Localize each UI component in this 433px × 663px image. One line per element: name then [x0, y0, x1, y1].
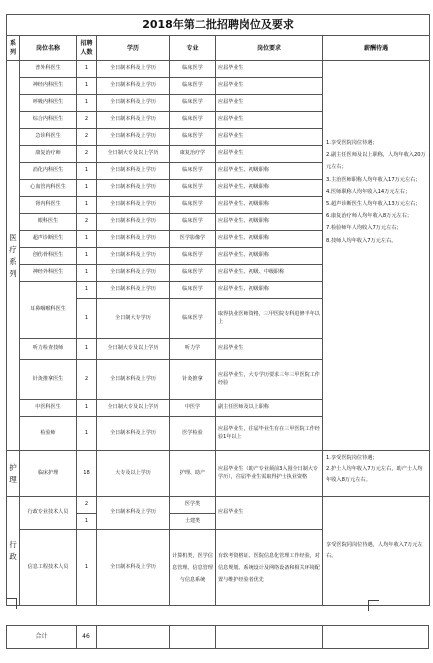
requirement: 应届毕业生、初级职称 [216, 282, 323, 299]
headcount: 1 [77, 299, 97, 339]
education: 全日制本科及上学历 [97, 417, 170, 451]
salary-item: 6.康复治疗师人均年收入8万元左右； [326, 213, 413, 220]
major: 临床医学 [170, 78, 216, 95]
salary-item: 3.主治医师职称人均年收入17万元左右； [326, 176, 421, 183]
education: 大专及以上学历 [97, 451, 170, 497]
headcount: 1 [77, 197, 97, 214]
header-count: 招聘人数 [77, 36, 97, 61]
salary-item: 2.副主任医师及以上职称，人均年收入20万元左右； [326, 152, 426, 171]
major: 临床医学 [170, 180, 216, 197]
major: 计算机类，医学信息管理、信息管理与信息系统 [170, 530, 216, 606]
position-name: 消化内科医生 [20, 163, 77, 180]
education: 全日制大专及以上学历 [97, 146, 170, 163]
education: 全日制本科及上学历 [97, 112, 170, 129]
header-requirement: 岗位要求 [216, 36, 323, 61]
headcount: 1 [77, 248, 97, 265]
education: 全日制本科及上学历 [97, 163, 170, 180]
category-admin: 行政 [7, 497, 20, 606]
major: 临床医学 [170, 282, 216, 299]
headcount: 1 [77, 530, 97, 606]
page-title: 2018年第二批招聘岗位及要求 [7, 15, 430, 36]
total-row [6, 625, 429, 649]
crop-mark-right [368, 600, 379, 611]
position-name: 检验师 [20, 417, 77, 451]
header-category: 系列 [7, 36, 20, 61]
requirement: 应届毕业生、初级职称 [216, 248, 323, 265]
major: 听力学 [170, 339, 216, 360]
headcount: 2 [77, 129, 97, 146]
major: 临床医学 [170, 197, 216, 214]
salary-item: 8.技师人均年收入7万元左右。 [326, 237, 397, 244]
position-name: 神经外科医生 [20, 265, 77, 282]
major: 临床医学 [170, 129, 216, 146]
recruitment-table-sheet [6, 14, 429, 606]
major: 医学影像学 [170, 231, 216, 248]
education: 全日制本科及上学历 [97, 78, 170, 95]
salary-item: 5.超声诊断医生人均年收入13万元左右； [326, 201, 421, 208]
position-name: 创伤骨科医生 [20, 248, 77, 265]
education: 全日制本科及上学历 [97, 360, 170, 400]
position-name: 呼吸内科医生 [20, 95, 77, 112]
position-name: 普外科医生 [20, 61, 77, 78]
major: 临床医学 [170, 214, 216, 231]
headcount: 2 [77, 360, 97, 400]
requirement: 应届毕业生、初级职称 [216, 197, 323, 214]
headcount: 1 [77, 78, 97, 95]
requirement: 有软考资格证、医院信息化管理工作经验，对信息规划、系统设计及网络设备和相关环境配置与维护经验者优先 [216, 530, 323, 606]
total-education-empty [96, 626, 170, 648]
headcount: 2 [77, 497, 97, 514]
position-name: 针灸推拿医生 [20, 360, 77, 400]
requirement: 副主任医师及以上职称 [216, 400, 323, 417]
header-row [7, 36, 430, 61]
major: 临床医学 [170, 163, 216, 180]
headcount: 2 [77, 112, 97, 129]
position-name: 神经内科医生 [20, 78, 77, 95]
header-salary: 薪酬待遇 [323, 36, 430, 61]
major: 康复治疗学 [170, 146, 216, 163]
category-medical: 医疗系列 [7, 61, 20, 451]
requirement: 应届毕业生 [216, 339, 323, 360]
salary-item: 1.享受医院岗位待遇； [326, 455, 378, 461]
position-name: 行政专业技术人员 [20, 497, 77, 530]
requirement: 应届毕业生 [216, 129, 323, 146]
headcount: 1 [77, 95, 97, 112]
major: 临床医学 [170, 265, 216, 282]
headcount: 1 [77, 265, 97, 282]
education: 全日制本科及上学历 [97, 231, 170, 248]
requirement: 应届毕业生、初级职称 [216, 180, 323, 197]
headcount: 18 [77, 451, 97, 497]
position-name: 康复治疗师 [20, 146, 77, 163]
position-name: 心血管内科医生 [20, 180, 77, 197]
salary-item: 2.护士人均年收入7万元左右，助产士人均年收入8万元左右。 [326, 466, 423, 483]
headcount: 1 [77, 339, 97, 360]
major: 土建类 [170, 514, 216, 530]
salary-item: 1.享受医院岗位待遇； [326, 140, 378, 146]
major: 护理、助产 [170, 451, 216, 497]
requirement: 取得执业医师资格，三甲医院专科进修半年以上 [216, 299, 323, 339]
education: 全日制本科及上学历 [97, 180, 170, 197]
requirement: 应届毕业生 [216, 146, 323, 163]
major: 医学检验 [170, 417, 216, 451]
category-nursing: 护理 [7, 451, 20, 497]
headcount: 1 [77, 400, 97, 417]
position-name: 临床护理 [20, 451, 77, 497]
position-name: 听力检查技师 [20, 339, 77, 360]
total-major-empty [169, 626, 216, 648]
salary-medical [323, 61, 430, 451]
major: 中医学 [170, 400, 216, 417]
table-row [7, 451, 430, 497]
crop-mark-left [6, 598, 17, 609]
position-name: 信息工程技术人员 [20, 530, 77, 606]
position-name: 肾内科医生 [20, 197, 77, 214]
major: 临床医学 [170, 61, 216, 78]
major: 临床医学 [170, 248, 216, 265]
headcount: 1 [77, 282, 97, 299]
education: 全日制本科及上学历 [97, 129, 170, 146]
header-major: 专业 [170, 36, 216, 61]
total-label: 合计 [7, 626, 77, 648]
table-row [7, 61, 430, 78]
requirement: 应届毕业生，往届毕业生有在三甲医院工作经验1年以上 [216, 417, 323, 451]
education: 全日制大专及以上学历 [97, 339, 170, 360]
major: 针灸推拿 [170, 360, 216, 400]
table-row [7, 497, 430, 514]
requirement: 应届毕业生、初级职称 [216, 163, 323, 180]
salary-item: 4.医师职称人均年收入14万元左右； [326, 188, 411, 195]
headcount: 2 [77, 214, 97, 231]
education: 全日制本科及上学历 [97, 197, 170, 214]
major: 临床医学 [170, 95, 216, 112]
education: 全日制本科及上学历 [97, 265, 170, 282]
recruitment-table [6, 14, 430, 606]
education: 全日制大专及以上学历 [97, 400, 170, 417]
header-education: 学历 [97, 36, 170, 61]
salary-nursing [323, 451, 430, 497]
requirement: 应届毕业生、初级职称 [216, 214, 323, 231]
education: 全日制大专学历 [97, 299, 170, 339]
education: 全日制本科及上学历 [97, 530, 170, 606]
total-requirement-empty [215, 626, 323, 648]
position-name: 眼科医生 [20, 214, 77, 231]
total-count: 46 [76, 626, 97, 648]
headcount: 1 [77, 417, 97, 451]
requirement: 应届毕业生，大专学历要求三年三甲医院工作经验 [216, 360, 323, 400]
requirement: 应届毕业生 [216, 497, 323, 530]
requirement: 应届毕业生 [216, 95, 323, 112]
education: 全日制本科及上学历 [97, 282, 170, 299]
requirement: 应届毕业生、初级、中级职称 [216, 265, 323, 282]
major: 医学类 [170, 497, 216, 514]
position-name: 综合内科医生 [20, 112, 77, 129]
requirement: 应届毕业生 [216, 112, 323, 129]
education: 全日制本科及上学历 [97, 61, 170, 78]
headcount: 1 [77, 163, 97, 180]
salary-item: 7.检验师年人均收入7万元左右； [326, 225, 402, 232]
major: 临床医学 [170, 299, 216, 339]
position-name: 中医科医生 [20, 400, 77, 417]
headcount: 1 [77, 514, 97, 530]
headcount: 1 [77, 61, 97, 78]
requirement: 应届毕业生 [216, 78, 323, 95]
position-name: 急诊科医生 [20, 129, 77, 146]
position-name: 超声诊断医生 [20, 231, 77, 248]
major: 临床医学 [170, 112, 216, 129]
education: 全日制本科及上学历 [97, 214, 170, 231]
requirement: 应届毕业生、初级职称 [216, 231, 323, 248]
requirement: 应届毕业生 [216, 61, 323, 78]
salary-admin: 享受医院同岗位待遇，人均年收入7万元左右。 [323, 497, 430, 606]
headcount: 1 [77, 180, 97, 197]
education: 全日制本科及上学历 [97, 248, 170, 265]
education: 全日制本科及上学历 [97, 95, 170, 112]
position-name: 耳鼻咽喉科医生 [20, 282, 77, 339]
header-position: 岗位名称 [20, 36, 77, 61]
headcount: 2 [77, 146, 97, 163]
headcount: 1 [77, 231, 97, 248]
requirement: 应届毕业生（助产专业须前3入围全日制大专学历），往届毕业生需取得护士执业资格 [216, 451, 323, 497]
education: 全日制本科及上学历 [97, 497, 170, 530]
